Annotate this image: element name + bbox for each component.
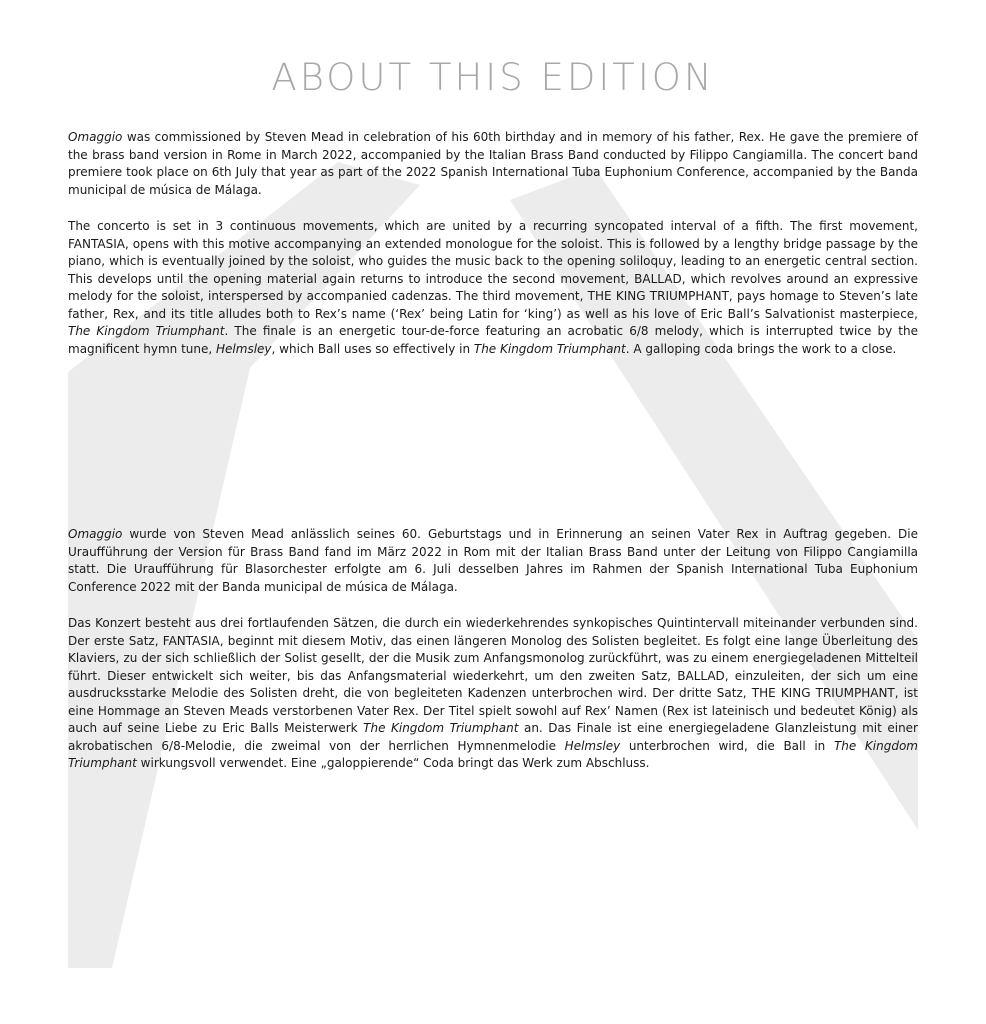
work-title: Omaggio [68, 130, 123, 144]
work-title: Omaggio [68, 527, 123, 541]
german-paragraph-movements [68, 615, 918, 773]
german-paragraph-commission [68, 526, 918, 596]
text-span: . A galloping coda brings the work to a close. [625, 341, 897, 356]
german-section [68, 526, 918, 773]
hymn-title: Helmsley [216, 341, 272, 356]
page-title: ABOUT THIS EDITION [271, 56, 715, 99]
text-span: an. Das Finale ist eine energiegeladene Glanzleistung mit einer akrobatischen 6/8-Melodie, die zweimal von der herrlichen Hymnenmelodie [68, 721, 918, 753]
text-span: was commissioned by Steven Mead in celebration of his 60th birthday and in memory of his father, Rex. He gave the premiere of the brass band version in Rome in March 2022, accompanied by the Italian Brass Band conducted by Filippo Cangiamilla. The concert band premiere took place on 6th July that year as part of the 2022 Spanish International Tuba Euphonium Conference, accompanied by the Banda municipal de música de Málaga. [68, 130, 918, 197]
english-section [68, 129, 918, 358]
work-title: The Kingdom Triumphant [68, 324, 225, 338]
text-span: wurde von Steven Mead anlässlich seines 60. Geburtstags und in Erinnerung an seinen Vater Rex in Auftrag gegeben. Die Uraufführung der Version für Brass Band fand im März 2022 in Rom mit der Italian Brass Band unter der Leitung von Filippo Cangiamilla statt. Die Uraufführung für Blasorchester erfolgte am 6. Juli desselben Jahres im Rahmen der Spanish International Tuba Euphonium Conference 2022 mit der Banda municipal de música de Málaga. [68, 527, 918, 594]
work-title: The Kingdom Triumphant [473, 341, 626, 356]
english-paragraph-commission [68, 129, 918, 199]
hymn-title: Helmsley [564, 738, 621, 753]
text-span: . The finale is an energetic tour-de-force featuring an acrobatic 6/8 melody, which is interrupted twice by the magnificent hymn tune, [68, 324, 918, 356]
text-span: Das Konzert besteht aus drei fortlaufenden Sätzen, die durch ein wiederkehrendes synkopisches Quintintervall miteinander verbunden sind. Der erste Satz, FANTASIA, beginnt mit diesem Motiv, das einen längeren Monolog des Solisten begleitet. Es folgt eine lange Überleitung des Klaviers, zu der sich schließlich der Solist gesellt, der die Musik zum Anfangsmonolog zurückführt, was zu einem energiegeladenen Mittelteil führt. Dieser entwickelt sich weiter, bis das Anfangsmaterial wiederkehrt, um den zweiten Satz, BALLAD, einzuleiten, der sich um eine ausdrucksstarke Melodie des Solisten dreht, die von begleiteten Kadenzen unterbrochen wird. Der dritte Satz, THE KING TRIUMPHANT, ist eine Hommage an Steven Meads verstorbenen Vater Rex. Der Titel spielt sowohl auf Rex’ Namen (Rex ist lateinisch und bedeutet König) als auch auf seine Liebe zu Eric Balls Meisterwerk [68, 616, 918, 735]
text-span: wirkungsvoll verwendet. Eine „galoppierende“ Coda bringt das Werk zum Abschluss. [136, 756, 650, 770]
text-span: unterbrochen wird, die Ball in [620, 738, 834, 753]
text-span: , which Ball uses so effectively in [271, 341, 474, 356]
english-paragraph-movements [68, 218, 918, 358]
work-title: The Kingdom Triumphant [363, 721, 519, 735]
work-title: The Kingdom Triumphant [68, 738, 918, 770]
text-span: The concerto is set in 3 continuous movements, which are united by a recurring syncopated interval of a fifth. The first movement, FANTASIA, opens with this motive accompanying an extended monologue for the soloist. This is followed by a lengthy bridge passage by the piano, which is eventually joined by the soloist, who guides the music back to the opening soliloquy, leading to an energetic central section. This develops until the opening material again returns to introduce the second movement, BALLAD, which revolves around an expressive melody for the soloist, interspersed by accompanied cadenzas. The third movement, THE KING TRIUMPHANT, pays homage to Steven’s late father, Rex, and its title alludes both to Rex’s name (‘Rex’ being Latin for ‘king’) as well as his love of Eric Ball’s Salvationist masterpiece, [68, 219, 918, 321]
